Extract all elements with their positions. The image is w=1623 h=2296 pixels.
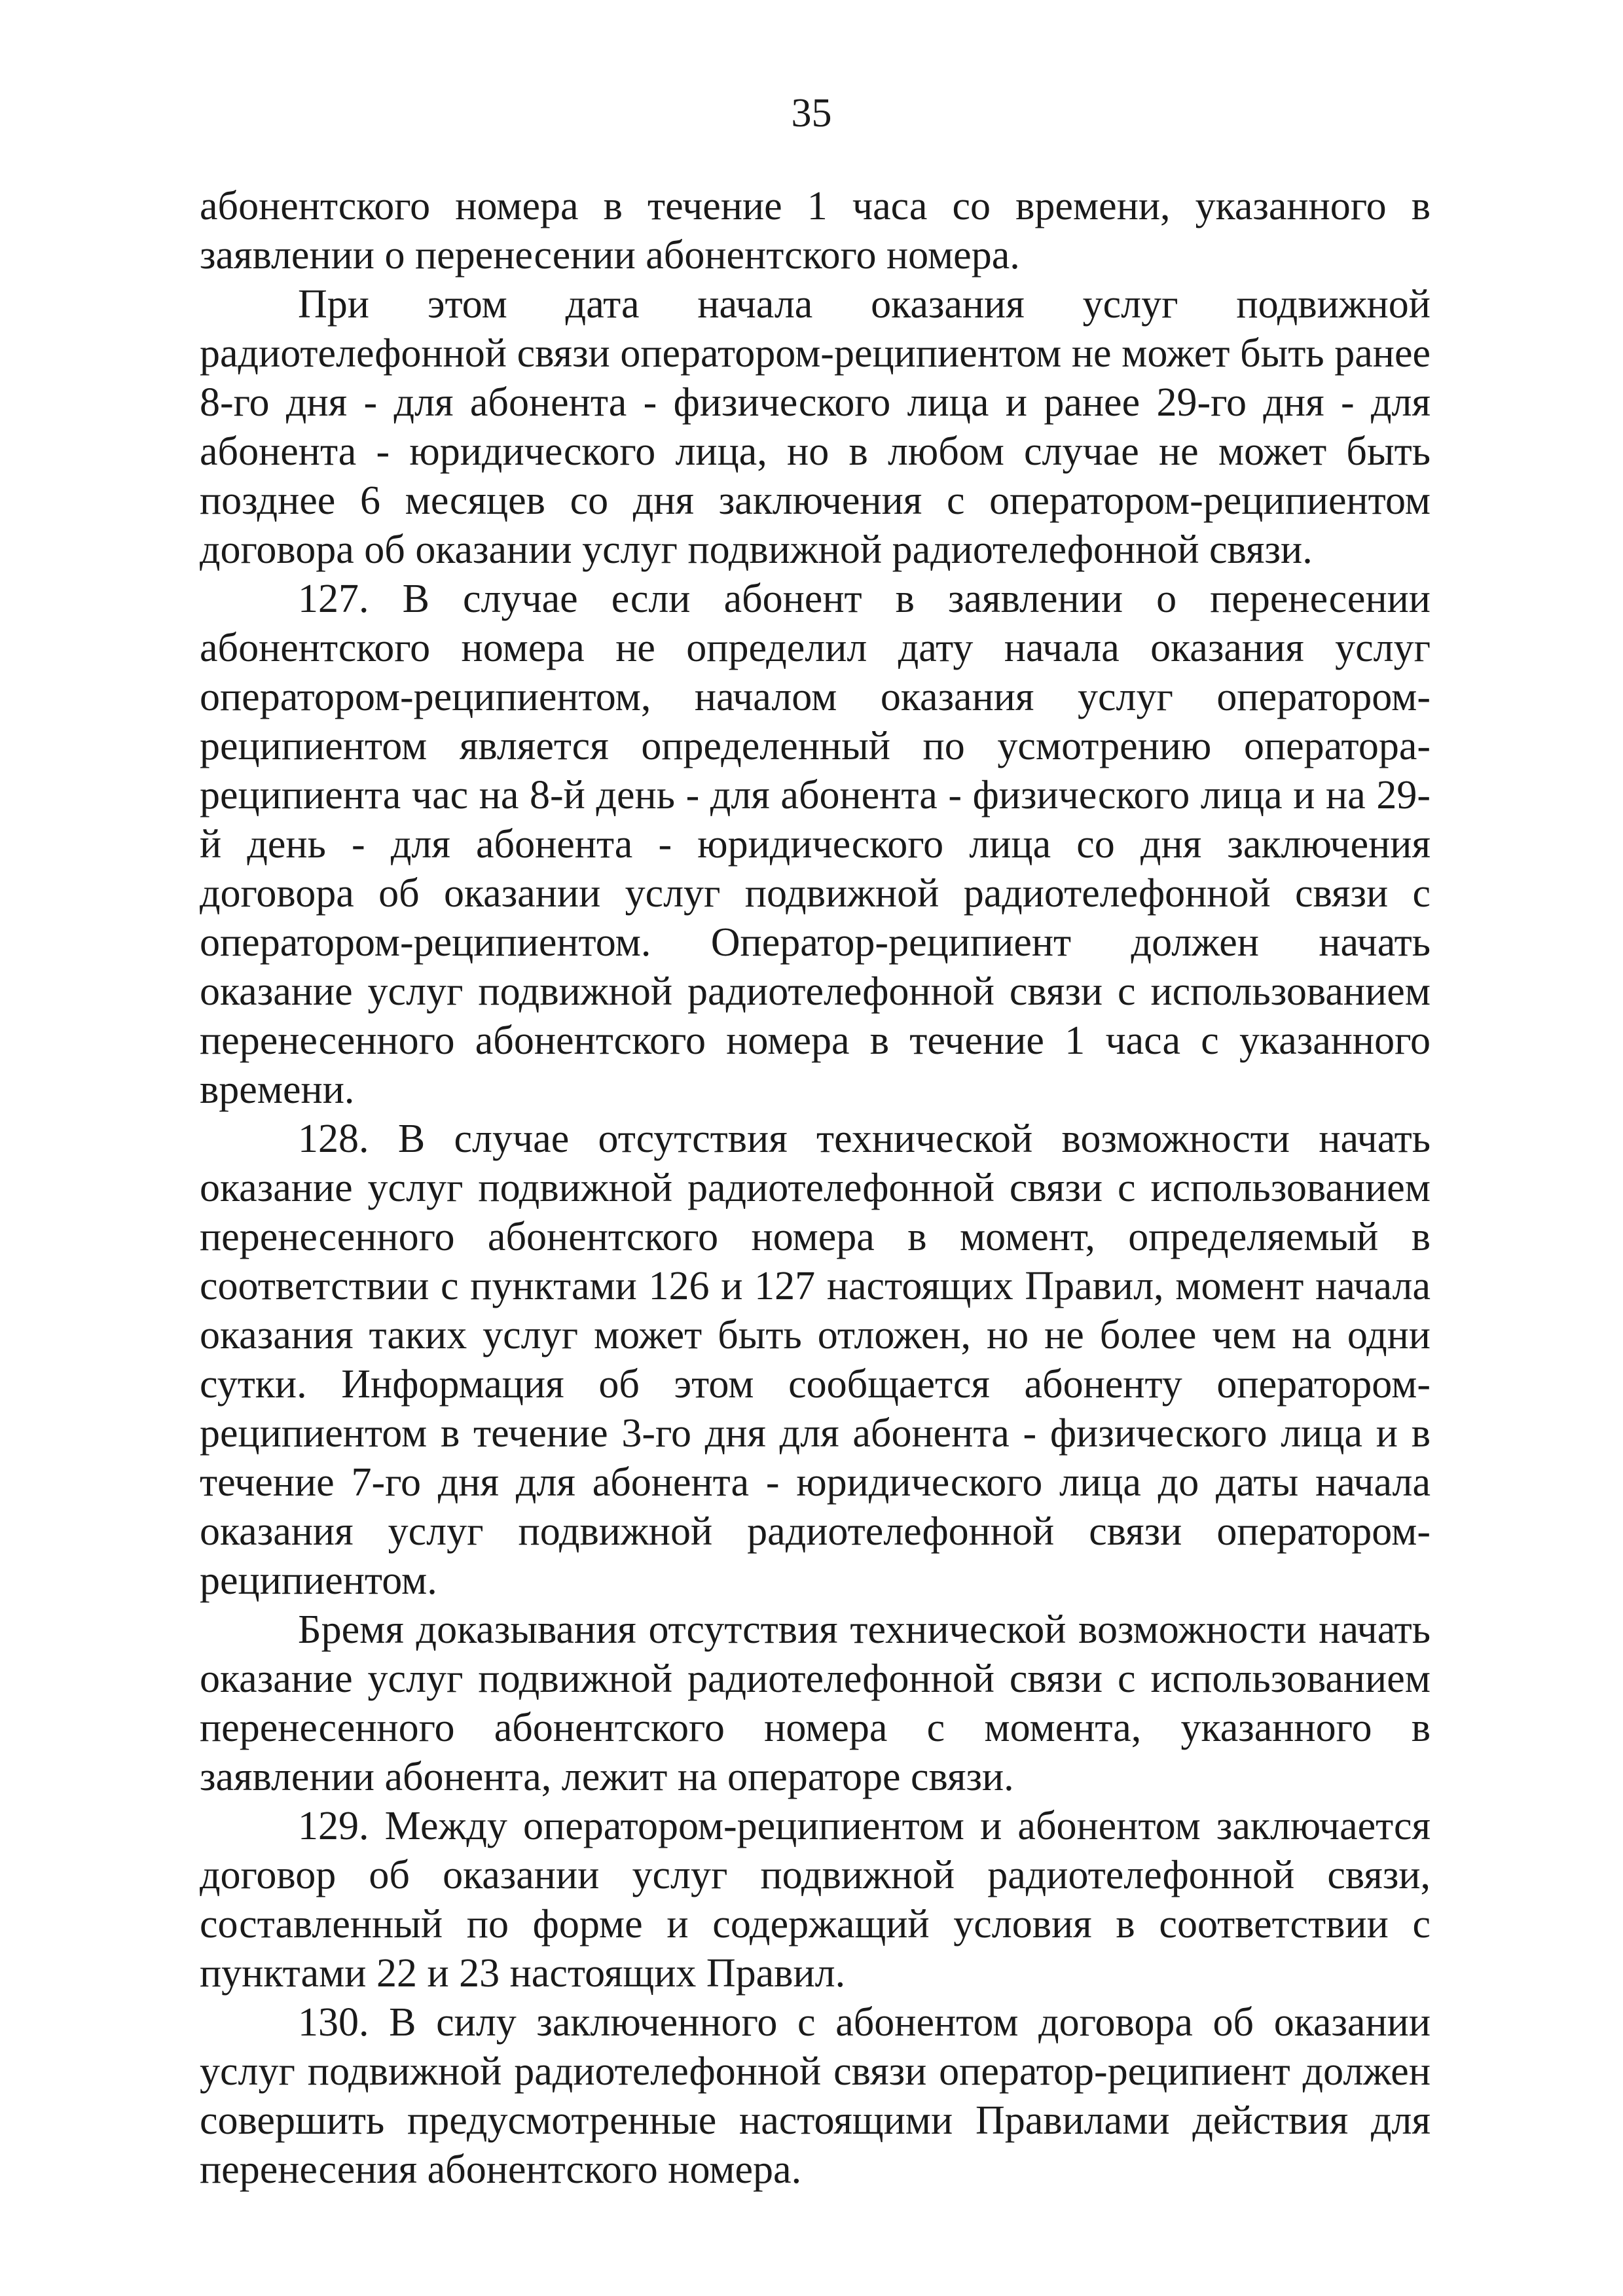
paragraph-burden-of-proof: Бремя доказывания отсутствия технической возможности начать оказание услуг подвижной радиотелефонной связи с использованием перенесенного абонентского номера с момента, указанного в заявлении абонента, лежит на операторе связи. [200,1607,1431,1799]
document-body [200,182,1431,2195]
paragraph-continuation: абонентского номера в течение 1 часа со времени, указанного в заявлении о перенесении абонентского номера. [200,184,1431,278]
paragraph-start-date-limits: При этом дата начала оказания услуг подвижной радиотелефонной связи оператором-реципиентом не может быть ранее 8-го дня - для абонента - физического лица и ранее 29-го дня - для абонента - юридического лица, но в любом случае не может быть позднее 6 месяцев со дня заключения с оператором-реципиентом договора об оказании услуг подвижной радиотелефонной связи. [200,282,1431,572]
paragraph-item-127: 127. В случае если абонент в заявлении о перенесении абонентского номера не определил дату начала оказания услуг оператором-реципиентом, началом оказания услуг оператором-реципиентом является определенный по усмотрению оператора-реципиента час на 8-й день - для абонента - физического лица и на 29-й день - для абонента - юридического лица со дня заключения договора об оказании услуг подвижной радиотелефонной связи с оператором-реципиентом. Оператор-реципиент должен начать оказание услуг подвижной радиотелефонной связи с использованием перенесенного абонентского номера в течение 1 часа с указанного времени. [200,577,1431,1112]
paragraph-item-129: 129. Между оператором-реципиентом и абонентом заключается договор об оказании услуг подвижной радиотелефонной связи, составленный по форме и содержащий условия в соответствии с пунктами 22 и 23 настоящих Правил. [200,1804,1431,1996]
paragraph-item-128: 128. В случае отсутствия технической возможности начать оказание услуг подвижной радиотелефонной связи с использованием перенесенного абонентского номера в момент, определяемый в соответствии с пунктами 126 и 127 настоящих Правил, момент начала оказания таких услуг может быть отложен, но не более чем на одни сутки. Информация об этом сообщается абоненту оператором-реципиентом в течение 3-го дня для абонента - физического лица и в течение 7-го дня для абонента - юридического лица до даты начала оказания услуг подвижной радиотелефонной связи оператором-реципиентом. [200,1117,1431,1603]
page-number: 35 [791,91,832,135]
paragraph-item-130: 130. В силу заключенного с абонентом договора об оказании услуг подвижной радиотелефонной связи оператор-реципиент должен совершить предусмотренные настоящими Правилами действия для перенесения абонентского номера. [200,2000,1431,2192]
